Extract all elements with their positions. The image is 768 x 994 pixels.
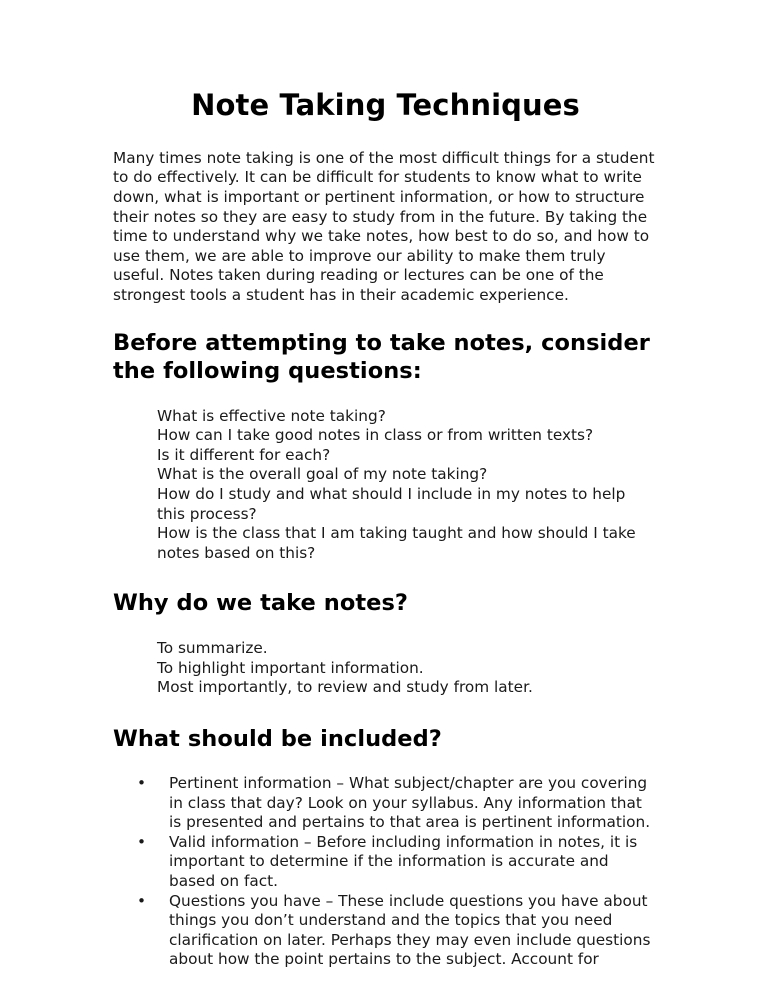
bullet-icon: • — [137, 832, 147, 851]
section-heading-questions: Before attempting to take notes, consider the following questions: — [113, 329, 650, 384]
list-item: How do I study and what should I include in my notes to help this process? — [157, 484, 626, 523]
list-item: Most importantly, to review and study from later. — [157, 678, 533, 697]
list-item — [137, 833, 658, 892]
list-item — [137, 892, 658, 970]
list-item: To summarize. — [157, 639, 268, 658]
list-item-text: Valid information – Before including information in notes, it is important to determine if the information is accurate and based on fact. — [169, 832, 638, 891]
questions-list — [113, 385, 658, 564]
list-item: What is effective note taking? — [157, 406, 386, 425]
bullet-icon: • — [137, 774, 147, 793]
reasons-list — [113, 617, 658, 698]
list-item-text: Pertinent information – What subject/chapter are you covering in class that day? Look on your syllabus. Any information that is presented and pertains to that area is pertinent information. — [169, 774, 651, 832]
list-item: To highlight important information. — [157, 658, 424, 677]
list-item: How can I take good notes in class or from written texts? — [157, 426, 594, 445]
list-item: Is it different for each? — [157, 445, 331, 464]
list-item-text: Questions you have – These include questions you have about things you don’t understand and the topics that you need clarification on later. Perhaps they may even include questions about how the point pertains to the subject. Account for — [169, 891, 651, 969]
intro-paragraph: Many times note taking is one of the most difficult things for a student to do effectively. It can be difficult for students to know what to write down, what is important or pertinent information, or how to structure their notes so they are easy to study from in the future. By taking the time to understand why we take notes, how best to do so, and how to use them, we are able to improve our ability to make them truly useful. Notes taken during reading or lectures can be one of the strongest tools a student has in their academic experience. — [113, 148, 655, 304]
document-content — [113, 0, 658, 970]
included-bullet-list — [113, 753, 658, 970]
page-title: Note Taking Techniques — [191, 88, 580, 122]
section-heading-included: What should be included? — [113, 726, 442, 753]
list-item — [137, 774, 658, 833]
list-item: How is the class that I am taking taught and how should I take notes based on this? — [157, 524, 636, 562]
section-heading-why: Why do we take notes? — [113, 590, 408, 617]
bullet-icon: • — [137, 891, 147, 910]
list-item: What is the overall goal of my note taking? — [157, 465, 488, 484]
